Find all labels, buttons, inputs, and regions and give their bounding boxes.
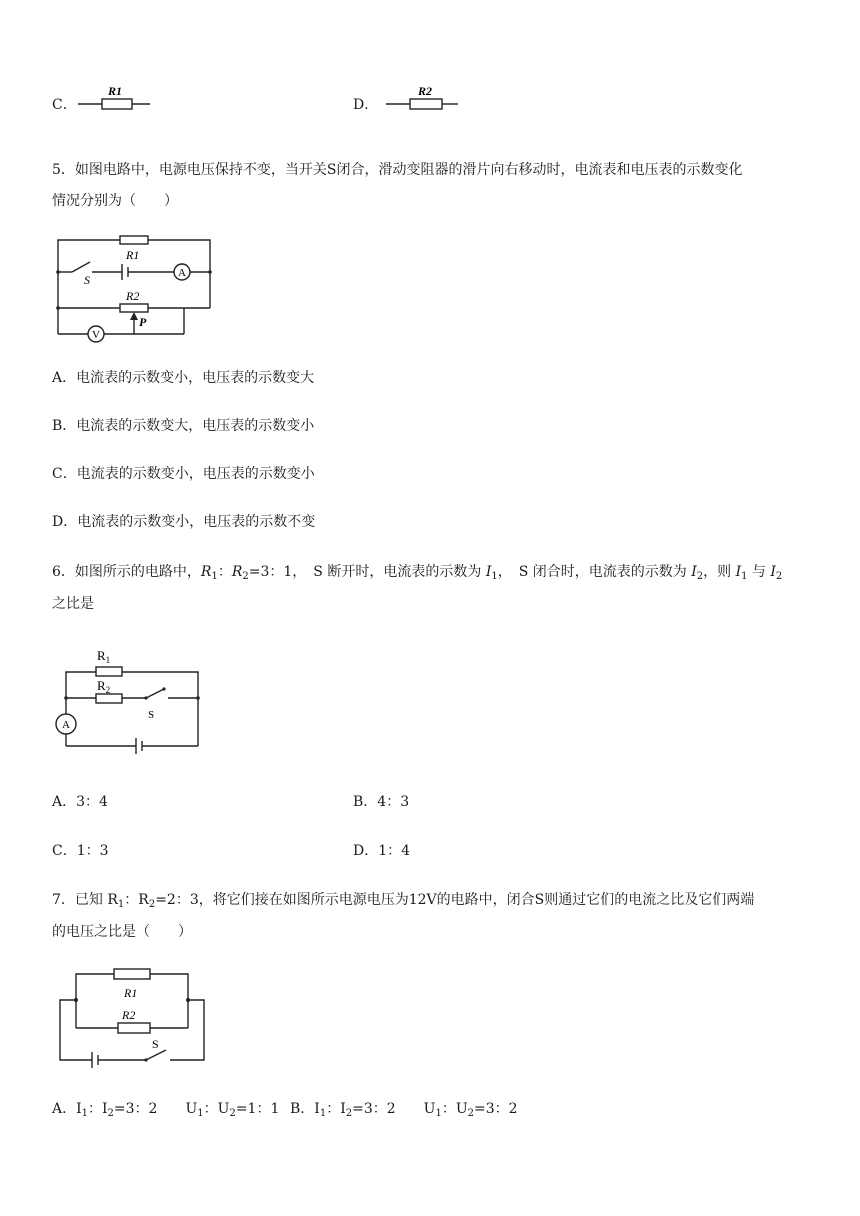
q5-option-a: A．电流表的示数变小，电压表的示数变大	[52, 370, 315, 386]
q5-fig-switch-label: S	[84, 273, 90, 287]
q5-option-d: D．电流表的示数变小，电压表的示数不变	[52, 514, 316, 530]
q7-fig-switch-label: S	[152, 1037, 159, 1051]
q6-stem-line2: 之比是	[52, 596, 94, 612]
q4-c-resistor-label: R1	[108, 84, 123, 98]
q5-stem-line2: 情况分别为（ ）	[52, 193, 178, 209]
q4-d-resistor-label: R2	[418, 84, 433, 98]
q5-option-c: C．电流表的示数变小，电压表的示数变小	[52, 466, 315, 482]
q7-stem-line2: 的电压之比是（ ）	[52, 924, 192, 940]
q4-option-d-resistor-figure	[382, 82, 462, 116]
q4-option-c-resistor-figure	[74, 82, 154, 116]
q6-fig-r2-label: $R_2$	[97, 678, 111, 695]
q6-option-b: B．4：3	[353, 794, 410, 810]
q6-stem-line1: 6．如图所示的电路中，$R_1$：$R_2=3$：1， S 断开时，电流表的示数为 $I_1$， S 闭合时，电流表的示数为 $I_2$，则 $I_1$ 与 $I_2$	[52, 564, 783, 582]
q4-option-d-label: D．	[353, 97, 379, 113]
q5-fig-r2-label: R2	[126, 289, 140, 303]
q6-circuit-diagram	[52, 642, 208, 760]
q7-option-b: B．$I_1$：$I_2=3$：2 $U_1$：$U_2=3$：2	[290, 1101, 518, 1119]
q7-stem-line1: 7．已知 $R_1$：$R_2=2$：3，将它们接在如图所示电源电压为12V的电路中，闭合S则通过它们的电流之比及它们两端	[52, 892, 755, 910]
q6-option-d: D．1：4	[353, 843, 411, 859]
q5-fig-ammeter-label: A	[178, 267, 186, 279]
q7-option-a: A．$I_1$：$I_2=3$：2 $U_1$：$U_2=1$：1	[52, 1101, 280, 1119]
q7-fig-r2-label: R2	[122, 1008, 136, 1022]
q5-circuit-diagram	[50, 232, 220, 346]
q6-fig-switch-label: S	[148, 709, 155, 721]
q7-fig-r1-label: R1	[124, 986, 138, 1000]
q5-fig-voltmeter-label: V	[92, 329, 100, 341]
q6-option-a: A．3：4	[52, 794, 108, 810]
q5-fig-slider-label: P	[139, 315, 147, 329]
q5-option-b: B．电流表的示数变大，电压表的示数变小	[52, 418, 315, 434]
q5-fig-r1-label: R1	[126, 248, 140, 262]
q6-fig-ammeter-label: A	[62, 719, 70, 731]
q6-fig-r1-label: $R_1$	[97, 648, 111, 665]
q4-option-c-label: C．	[52, 97, 77, 113]
q6-option-c: C．1：3	[52, 843, 109, 859]
q5-stem-line1: 5．如图电路中，电源电压保持不变，当开关S闭合，滑动变阻器的滑片向右移动时，电流表和电压表的示数变化	[52, 162, 743, 178]
q7-circuit-diagram	[54, 962, 214, 1070]
